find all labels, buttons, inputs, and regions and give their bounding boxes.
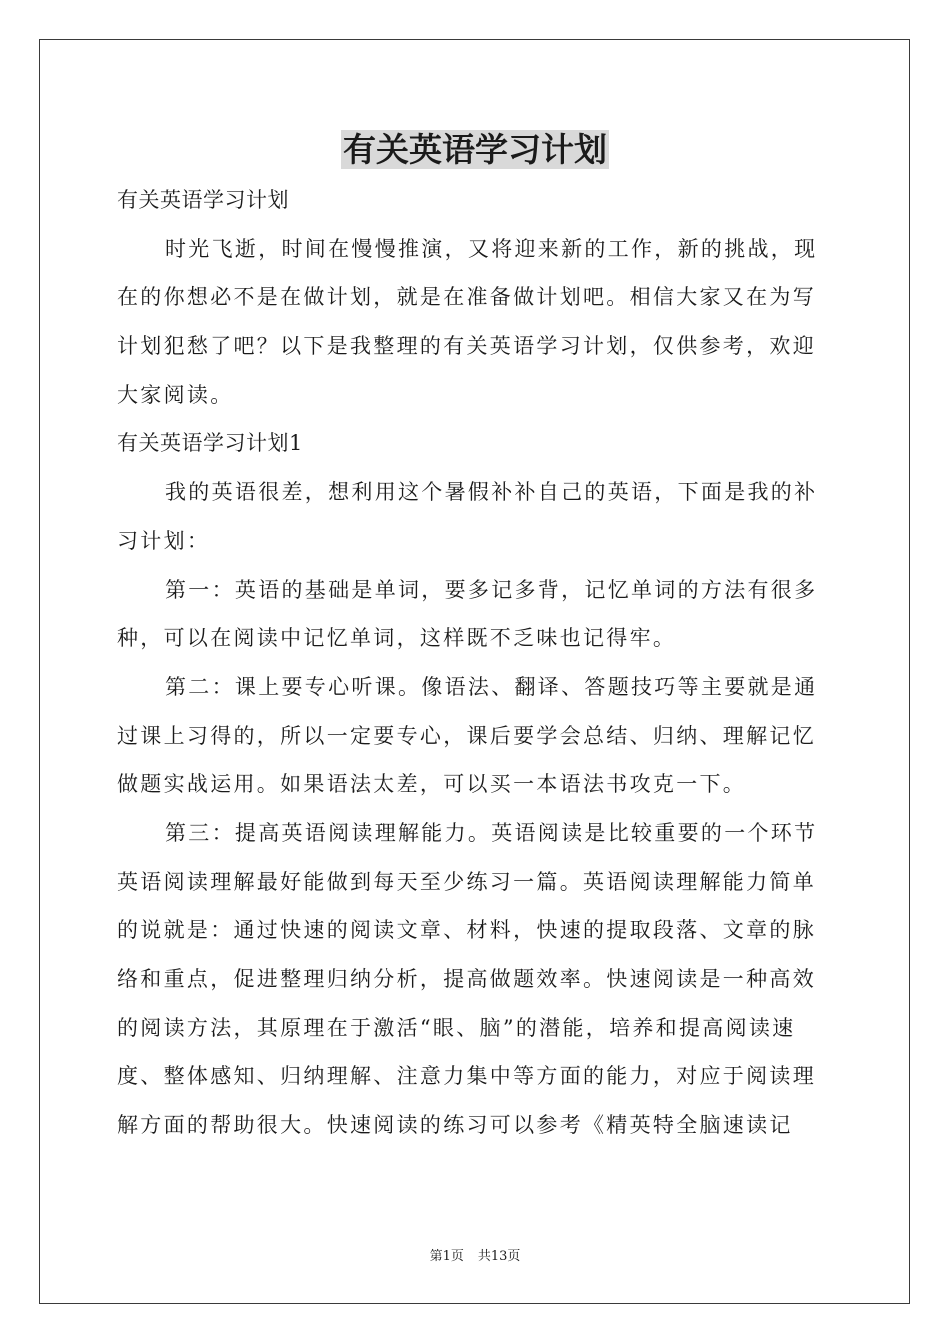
paragraph-line: 第三：提高英语阅读理解能力。英语阅读是比较重要的一个环节 — [165, 820, 818, 845]
paragraph-line: 计划犯愁了吧？以下是我整理的有关英语学习计划，仅供参考，欢迎 — [117, 334, 816, 359]
paragraph-line: 的阅读方法，其原理在于激活“眼、脑”的潜能，培养和提高阅读速 — [117, 1015, 796, 1040]
paragraph-line: 做题实战运用。如果语法太差，可以买一本语法书攻克一下。 — [117, 772, 747, 797]
paragraph-line: 过课上习得的，所以一定要专心，课后要学会总结、归纳、理解记忆 — [117, 723, 816, 748]
page-footer — [0, 1248, 950, 1266]
section-heading: 有关英语学习计划1 — [117, 431, 303, 456]
paragraph-line: 的说就是：通过快速的阅读文章、材料，快速的提取段落、文章的脉 — [117, 918, 816, 943]
paragraph-line: 时光飞逝，时间在慢慢推演，又将迎来新的工作，新的挑战，现 — [165, 236, 818, 261]
document-title — [0, 127, 950, 173]
paragraph-line: 种，可以在阅读中记忆单词，这样既不乏味也记得牢。 — [117, 626, 677, 651]
paragraph-line: 解方面的帮助很大。快速阅读的练习可以参考《精英特全脑速读记 — [117, 1113, 793, 1138]
document-title-text: 有关英语学习计划 — [343, 130, 607, 169]
paragraph-line: 络和重点，促进整理归纳分析，提高做题效率。快速阅读是一种高效 — [117, 967, 816, 991]
paragraph-line: 我的英语很差，想利用这个暑假补补自己的英语，下面是我的补 — [165, 480, 818, 505]
paragraph-line: 习计划： — [117, 528, 211, 553]
paragraph-line: 第一：英语的基础是单词，要多记多背，记忆单词的方法有很多 — [165, 577, 818, 602]
document-body — [117, 176, 837, 1150]
page-number-current: 第1页 — [429, 1249, 464, 1264]
page-number-total: 共13页 — [477, 1249, 521, 1264]
paragraph-line: 英语阅读理解最好能做到每天至少练习一篇。英语阅读理解能力简单 — [117, 869, 816, 894]
paragraph-line: 在的你想必不是在做计划，就是在准备做计划吧。相信大家又在为写 — [117, 285, 816, 310]
section-heading: 有关英语学习计划 — [117, 188, 289, 212]
paragraph-line: 度、整体感知、归纳理解、注意力集中等方面的能力，对应于阅读理 — [117, 1064, 816, 1089]
paragraph-line: 第二：课上要专心听课。像语法、翻译、答题技巧等主要就是通 — [165, 674, 818, 699]
paragraph-line: 大家阅读。 — [117, 382, 234, 407]
